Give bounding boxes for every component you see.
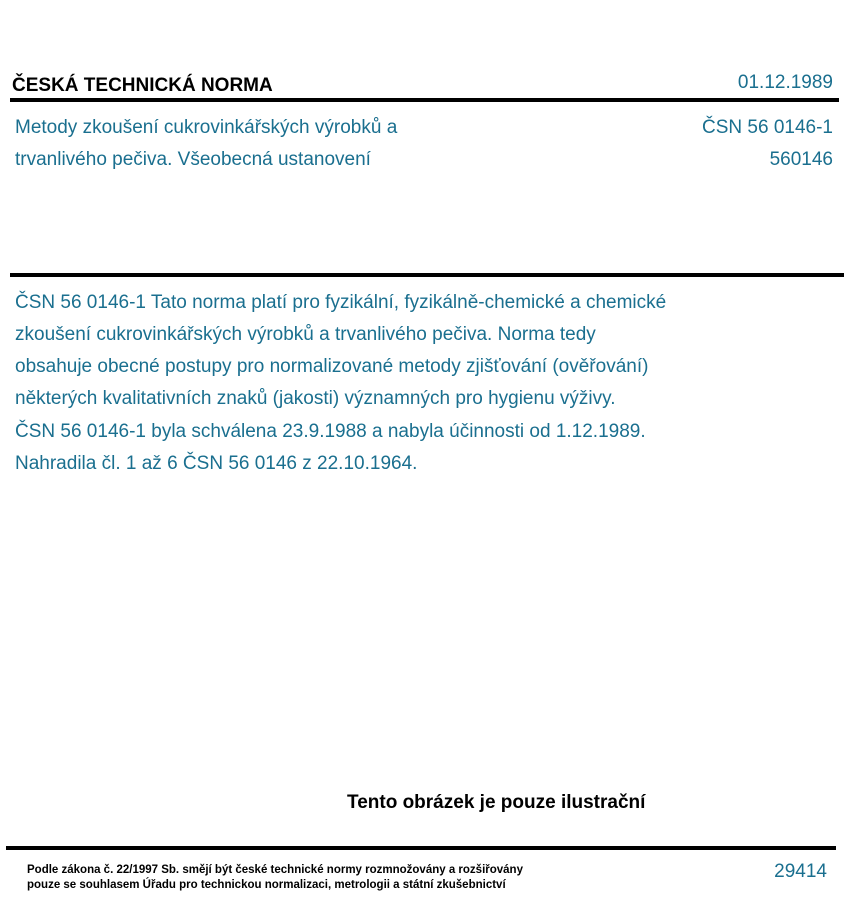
standard-title-line-2: trvanlivého pečiva. Všeobecná ustanovení	[15, 149, 371, 170]
footer-divider	[6, 846, 836, 850]
legal-notice-line-2: pouze se souhlasem Úřadu pro technickou normalizaci, metrologii a státní zkušebnictví	[27, 879, 506, 891]
catalog-number: 29414	[774, 861, 827, 882]
abstract-line: zkoušení cukrovinkářských výrobků a trvanlivého pečiva. Norma tedy	[15, 324, 596, 345]
abstract-line: ČSN 56 0146-1 Tato norma platí pro fyzikální, fyzikálně-chemické a chemické	[15, 292, 667, 313]
abstract-line: obsahuje obecné postupy pro normalizované metody zjišťování (ověřování)	[15, 356, 649, 377]
header-divider	[10, 98, 839, 102]
abstract-line: Nahradila čl. 1 až 6 ČSN 56 0146 z 22.10.1964.	[15, 453, 418, 474]
publication-date: 01.12.1989	[737, 72, 833, 93]
section-divider	[10, 273, 844, 277]
classification-code: 560146	[769, 149, 833, 170]
abstract-line: ČSN 56 0146-1 byla schválena 23.9.1988 a nabyla účinnosti od 1.12.1989.	[15, 421, 646, 442]
legal-notice-line-1: Podle zákona č. 22/1997 Sb. smějí být české technické normy rozmnožovány a rozšiřovány	[27, 864, 523, 876]
norm-type-label: ČESKÁ TECHNICKÁ NORMA	[12, 75, 273, 96]
standard-title-line-1: Metody zkoušení cukrovinkářských výrobků a	[15, 117, 398, 138]
standard-code: ČSN 56 0146-1	[702, 117, 833, 138]
abstract-line: některých kvalitativních znaků (jakosti) významných pro hygienu výživy.	[15, 388, 616, 409]
illustration-notice: Tento obrázek je pouze ilustrační	[347, 792, 646, 813]
